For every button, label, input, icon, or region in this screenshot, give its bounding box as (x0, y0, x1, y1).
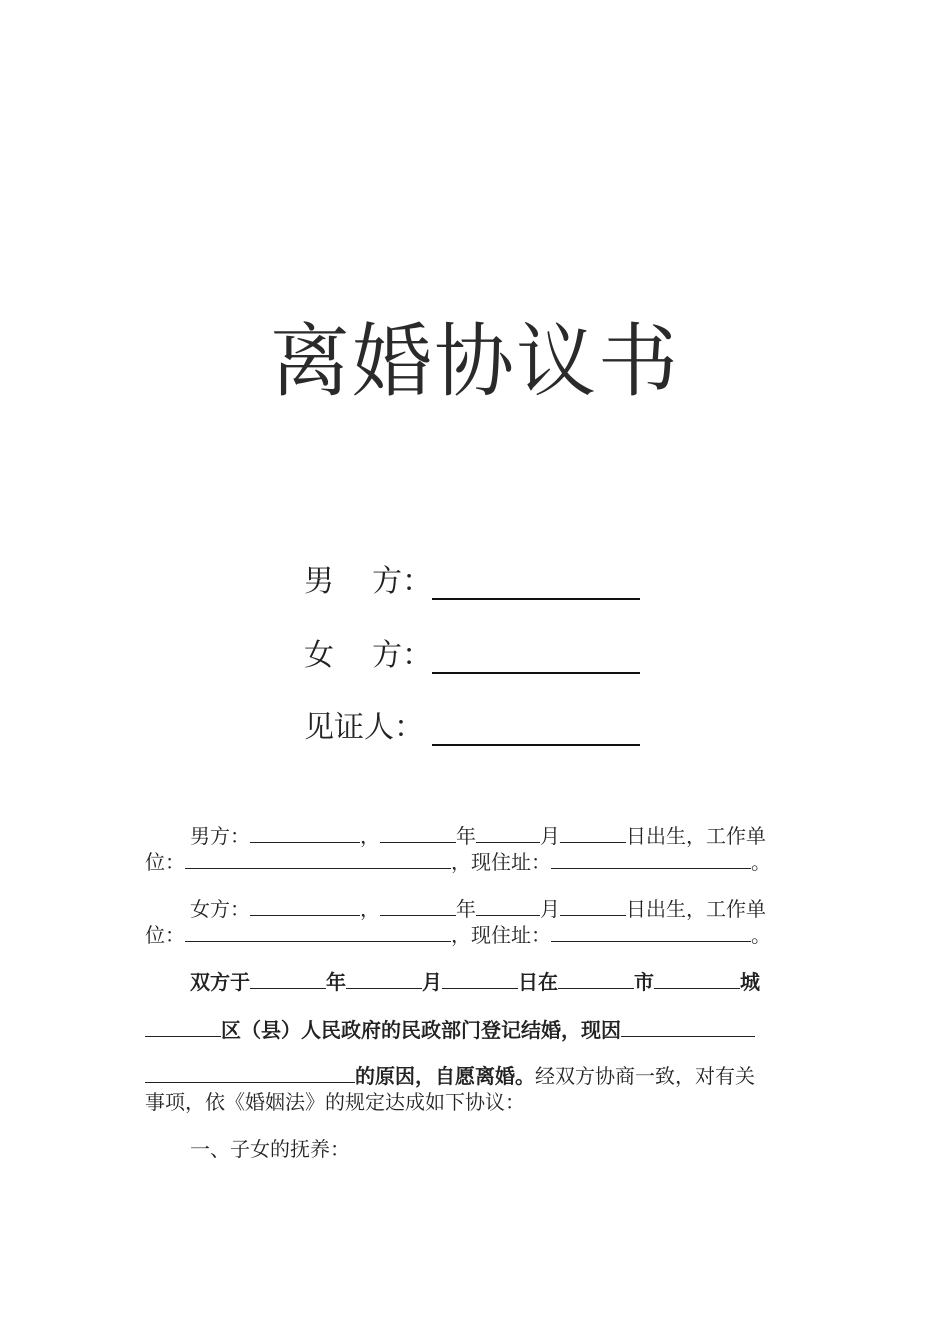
female-work-unit-blank[interactable] (185, 923, 451, 942)
marriage-t1: 双方于 (190, 970, 250, 994)
marriage-t3: 月 (422, 970, 442, 994)
witness-blank[interactable] (432, 744, 640, 746)
female-party-label: 女 方： (304, 638, 433, 673)
page-title: 离婚协议书 (270, 315, 680, 408)
male-birth-month-blank[interactable] (476, 824, 540, 843)
female-comma: ， (360, 897, 380, 921)
male-party-label: 男 方： (304, 564, 433, 599)
male-unit-label: 位： (145, 850, 185, 874)
marriage-year-blank[interactable] (250, 970, 326, 989)
marriage-t6: 城 (740, 970, 760, 994)
marriage-t5: 市 (634, 970, 654, 994)
marriage-town-blank[interactable] (654, 970, 740, 989)
male-birth-day-blank[interactable] (560, 824, 626, 843)
male-address-blank[interactable] (551, 850, 751, 869)
witness-row (304, 708, 428, 748)
male-birth-work-text: 日出生，工作单 (626, 824, 766, 848)
marriage-t2: 年 (326, 970, 346, 994)
female-party-blank[interactable] (432, 672, 640, 674)
female-info-label: 女方： (190, 897, 250, 921)
marriage-t4: 日在 (518, 970, 558, 994)
female-address-blank[interactable] (551, 923, 751, 942)
marriage-city-blank[interactable] (558, 970, 634, 989)
male-comma: ， (360, 824, 380, 848)
male-name-blank[interactable] (250, 824, 360, 843)
female-month-label: 月 (540, 897, 560, 921)
female-address-label: ，现住址： (451, 923, 551, 947)
female-info-paragraph (145, 893, 805, 945)
male-party-blank[interactable] (432, 598, 640, 600)
marriage-reason-blank-1[interactable] (621, 1018, 755, 1037)
marriage-t8: 的原因，自愿离婚。 (355, 1064, 535, 1088)
marriage-reason-blank-2[interactable] (145, 1064, 355, 1083)
marriage-district-blank[interactable] (145, 1018, 221, 1037)
marriage-t9: 经双方协商一致，对有关 (535, 1064, 755, 1088)
male-party-row (304, 562, 433, 602)
female-birth-day-blank[interactable] (560, 897, 626, 916)
female-year-label: 年 (456, 897, 476, 921)
male-work-unit-blank[interactable] (185, 850, 451, 869)
female-birth-work-text: 日出生，工作单 (626, 897, 766, 921)
marriage-t7: 区（县）人民政府的民政部门登记结婚，现因 (221, 1018, 621, 1042)
male-info-paragraph (145, 820, 805, 872)
male-info-label: 男方： (190, 824, 250, 848)
male-address-label: ，现住址： (451, 850, 551, 874)
witness-label: 见证人： (304, 710, 424, 745)
female-birth-year-blank[interactable] (380, 897, 456, 916)
male-year-label: 年 (456, 824, 476, 848)
female-birth-month-blank[interactable] (476, 897, 540, 916)
female-period: 。 (751, 923, 771, 947)
female-party-row (304, 636, 433, 676)
marriage-t10: 事项，依《婚姻法》的规定达成如下协议： (145, 1090, 525, 1114)
section-children-heading: 一、子女的抚养： (190, 1137, 350, 1161)
marriage-month-blank[interactable] (346, 970, 422, 989)
female-name-blank[interactable] (250, 897, 360, 916)
marriage-day-blank[interactable] (442, 970, 518, 989)
marriage-paragraph (145, 966, 805, 1116)
male-birth-year-blank[interactable] (380, 824, 456, 843)
male-period: 。 (751, 850, 771, 874)
female-unit-label: 位： (145, 923, 185, 947)
male-month-label: 月 (540, 824, 560, 848)
